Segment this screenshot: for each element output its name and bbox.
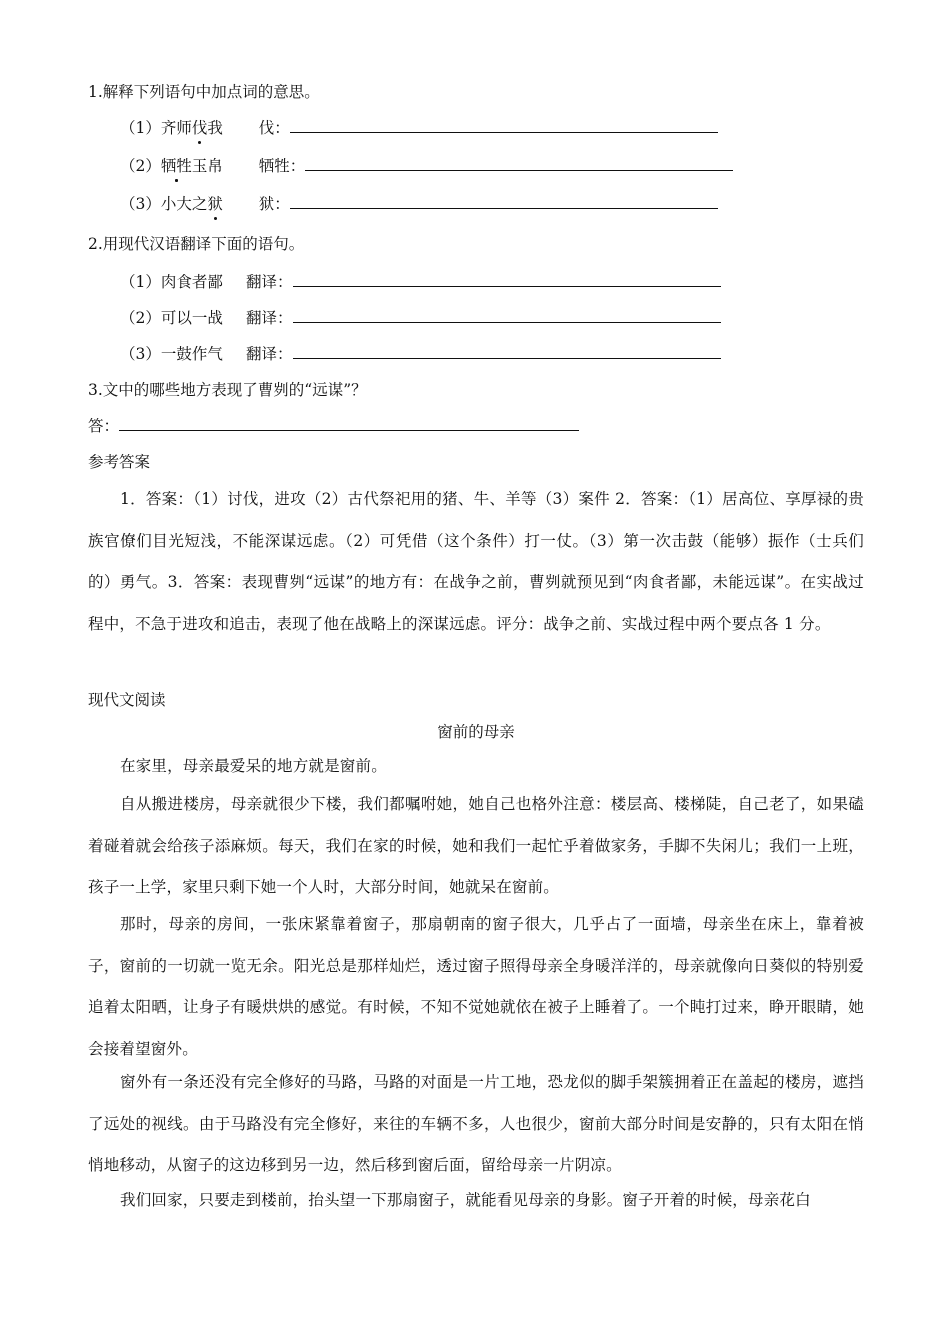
q2-item-2-label: 翻译： <box>246 309 293 327</box>
q1-item-1-num: （1） <box>120 119 161 137</box>
q2-item-1 <box>120 270 721 292</box>
q1-item-1-dotted: 伐 <box>191 119 208 137</box>
q1-item-3-dotted: 狱 <box>207 195 223 213</box>
q1-item-3-answer-blank[interactable] <box>290 192 718 209</box>
q2-item-3-answer-blank[interactable] <box>293 342 721 359</box>
q2-item-3 <box>120 342 721 364</box>
reading-section-label: 现代文阅读 <box>88 691 166 709</box>
q1-heading: 1.解释下列语句中加点词的意思。 <box>88 83 320 101</box>
reading-paragraph-5: 我们回家，只要走到楼前，抬头望一下那扇窗子，就能看见母亲的身影。窗子开着的时候，母亲花白 <box>120 1191 811 1209</box>
q2-item-2-answer-blank[interactable] <box>293 306 721 323</box>
q2-item-3-label: 翻译： <box>246 345 293 363</box>
reading-paragraph-3: 那时，母亲的房间，一张床紧靠着窗子，那扇朝南的窗子很大，几乎占了一面墙，母亲坐在床上，靠着被子，窗前的一切就一览无余。阳光总是那样灿烂，透过窗子照得母亲全身暖洋洋的，母亲就像向日葵似的特别爱追着太阳晒，让身子有暖烘烘的感觉。有时候，不知不觉她就依在被子上睡着了。一个盹打过来，睁开眼睛，她会接着望窗外。 <box>88 915 864 1058</box>
reading-paragraph-4: 窗外有一条还没有完全修好的马路，马路的对面是一片工地，恐龙似的脚手架簇拥着正在盖起的楼房，遮挡了远处的视线。由于马路没有完全修好，来往的车辆不多，人也很少，窗前大部分时间是安静的，只有太阳在悄悄地移动，从窗子的这边移到另一边，然后移到窗后面，留给母亲一片阴凉。 <box>88 1073 864 1174</box>
q1-item-1-pre: 齐师 <box>160 119 192 137</box>
q1-item-2-num: （2） <box>120 157 161 175</box>
q1-item-2 <box>120 154 733 176</box>
q1-item-2-post: 玉帛 <box>191 157 223 175</box>
q2-item-1-label: 翻译： <box>246 273 293 291</box>
q3-answer-blank[interactable] <box>119 414 579 431</box>
reading-paragraph-1: 在家里，母亲最爱呆的地方就是窗前。 <box>120 757 387 775</box>
q1-item-1 <box>120 116 718 138</box>
q1-item-3-num: （3） <box>120 195 161 213</box>
q1-item-1-label: 伐： <box>258 119 290 137</box>
q1-item-2-answer-blank[interactable] <box>305 154 733 171</box>
q2-item-3-text: （3）一鼓作气 <box>120 345 223 363</box>
q2-heading: 2.用现代汉语翻译下面的语句。 <box>88 235 305 253</box>
q1-item-2-dotted-text: 牺牲 <box>160 157 192 175</box>
q2-item-1-text: （1）肉食者鄙 <box>120 273 223 291</box>
answers-heading: 参考答案 <box>88 453 151 471</box>
q1-item-3 <box>120 192 718 214</box>
reading-title: 窗前的母亲 <box>437 723 515 741</box>
q1-item-3-pre: 小大之 <box>160 195 208 213</box>
q2-item-2-text: （2）可以一战 <box>120 309 223 327</box>
reading-paragraph-2: 自从搬进楼房，母亲就很少下楼，我们都嘱咐她，她自己也格外注意：楼层高、楼梯陡，自己老了，如果磕着碰着就会给孩子添麻烦。每天，我们在家的时候，她和我们一起忙乎着做家务，手脚不失闲儿；我们一上班，孩子一上学，家里只剩下她一个人时，大部分时间，她就呆在窗前。 <box>88 795 864 896</box>
q3-answer-line <box>88 414 579 436</box>
q3-heading: 3.文中的哪些地方表现了曹刿的“远谋”？ <box>88 381 367 399</box>
q2-item-1-answer-blank[interactable] <box>293 270 721 287</box>
q1-item-2-dotted <box>161 156 192 176</box>
q1-item-1-post: 我 <box>207 119 223 137</box>
q3-answer-label: 答： <box>88 417 120 435</box>
answers-body: 1．答案：（1）讨伐，进攻（2）古代祭祀用的猪、牛、羊等（3）案件 2．答案：（1）居高位、享厚禄的贵族官僚们目光短浅，不能深谋远虑。（2）可凭借（这个条件）打一仗。（3）第一次击鼓（能够）振作（士兵们的）勇气。3．答案：表现曹刿“远谋”的地方有：在战争之前，曹刿就预见到“肉食者鄙，未能远谋”。在实战过程中，不急于进攻和追击，表现了他在战略上的深谋远虑。评分：战争之前、实战过程中两个要点各 1 分。 <box>88 490 864 633</box>
q1-item-1-answer-blank[interactable] <box>290 116 718 133</box>
q1-item-3-label: 狱： <box>258 195 290 213</box>
q1-item-2-label: 牺牲： <box>258 157 306 175</box>
q2-item-2 <box>120 306 721 328</box>
